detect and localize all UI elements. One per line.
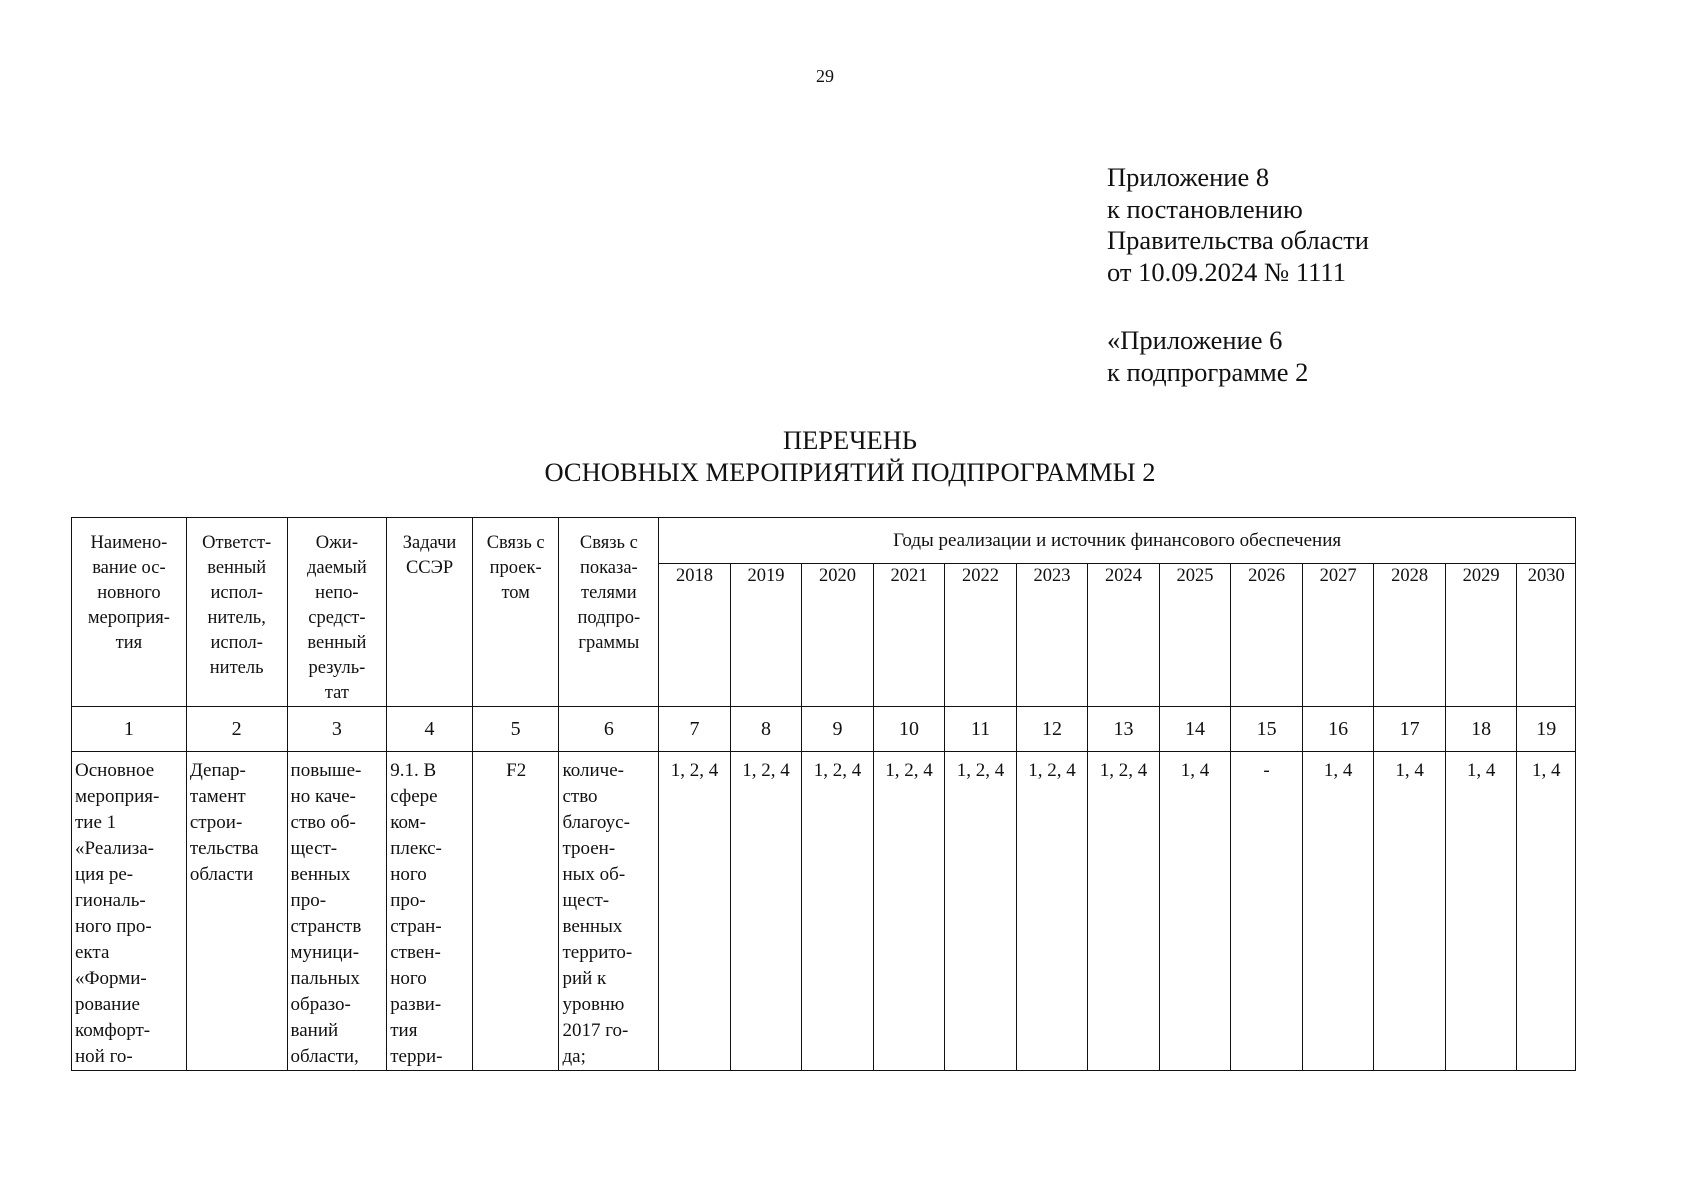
cell-year-value: 1, 2, 4 [873, 752, 945, 1071]
header-year: 2026 [1231, 564, 1303, 707]
header-year: 2023 [1016, 564, 1088, 707]
previous-appendix-line: «Приложение 6 [1107, 325, 1283, 355]
header-year: 2018 [659, 564, 731, 707]
header-col5 [472, 518, 559, 707]
header-col1 [72, 518, 187, 707]
cell-year-value: 1, 4 [1374, 752, 1446, 1071]
measures-table [71, 517, 1576, 1071]
column-number: 12 [1016, 707, 1088, 752]
cell-expected-result [287, 752, 387, 1071]
header-col4 [387, 518, 473, 707]
column-number: 3 [287, 707, 387, 752]
measure-name-text: Основное мероприя- тие 1 «Реализа- ция ре- гиональ- ного про- екта «Форми- рование комфорт- ной го- [75, 760, 160, 1067]
document-title [0, 425, 1697, 488]
column-number: 10 [873, 707, 945, 752]
header-col4-text: Задачи ССЭР [402, 533, 457, 578]
header-col5-text: Связь с проек- том [486, 533, 545, 603]
indicators-text: количе- ство благоус- троен- ных об- щест- венных террито- рий к уровню 2017 го- да; [562, 760, 633, 1067]
appendix-line: Приложение 8 [1107, 162, 1270, 192]
table-row [72, 752, 1576, 1071]
previous-appendix-line: к подпрограмме 2 [1107, 356, 1309, 387]
column-number: 6 [559, 707, 659, 752]
cell-year-value: 1, 2, 4 [1088, 752, 1160, 1071]
column-number-row [72, 707, 1576, 752]
column-number: 17 [1374, 707, 1446, 752]
column-number: 19 [1517, 707, 1576, 752]
cell-year-value: 1, 2, 4 [802, 752, 874, 1071]
cell-measure-name [72, 752, 187, 1071]
column-number: 16 [1302, 707, 1374, 752]
header-col6-text: Связь с показа- телями подпро- граммы [577, 533, 641, 653]
header-year: 2030 [1517, 564, 1576, 707]
expected-result-text: повыше- но каче- ство об- щест- венных про- странств муници- пальных образо- ваний области, [290, 760, 362, 1067]
title-line-2: ОСНОВНЫХ МЕРОПРИЯТИЙ ПОДПРОГРАММЫ 2 [544, 456, 1156, 487]
column-number: 8 [730, 707, 802, 752]
cell-year-value: - [1231, 752, 1303, 1071]
column-number: 1 [72, 707, 187, 752]
appendix-line: Правительства области [1107, 225, 1369, 255]
cell-executor [186, 752, 287, 1071]
column-number: 18 [1445, 707, 1517, 752]
header-year: 2020 [802, 564, 874, 707]
executor-text: Депар- тамент строи- тельства области [189, 760, 259, 885]
header-years-group [659, 518, 1576, 564]
column-number: 13 [1088, 707, 1160, 752]
header-year: 2028 [1374, 564, 1446, 707]
cell-year-value: 1, 4 [1302, 752, 1374, 1071]
column-number: 14 [1159, 707, 1231, 752]
column-number: 4 [387, 707, 473, 752]
header-col3-text: Ожи- даемый непо- средст- венный резуль- тат [306, 533, 367, 703]
appendix-line: от 10.09.2024 № 1111 [1107, 256, 1346, 287]
header-year: 2019 [730, 564, 802, 707]
cell-year-value: 1, 2, 4 [945, 752, 1017, 1071]
years-group-label: Годы реализации и источник финансового обеспечения [893, 529, 1342, 551]
cell-year-value: 1, 2, 4 [659, 752, 731, 1071]
cell-project [472, 752, 559, 1071]
appendix-line: к постановлению [1107, 193, 1303, 224]
page-number: 29 [816, 66, 834, 86]
header-year: 2022 [945, 564, 1017, 707]
header-col2-text: Ответст- венный испол- нитель, испол- нитель [202, 533, 272, 678]
column-number: 15 [1231, 707, 1303, 752]
header-col3 [287, 518, 387, 707]
header-year: 2025 [1159, 564, 1231, 707]
title-line-1: ПЕРЕЧЕНЬ [782, 425, 917, 455]
header-col1-text: Наимено- вание ос- новного мероприя- тия [87, 533, 170, 653]
column-number: 11 [945, 707, 1017, 752]
column-number: 7 [659, 707, 731, 752]
header-year: 2024 [1088, 564, 1160, 707]
cell-year-value: 1, 2, 4 [730, 752, 802, 1071]
header-col2 [186, 518, 287, 707]
appendix-block [1107, 162, 1369, 288]
task-text: 9.1. В сфере ком- плекс- ного про- стран- ствен- ного разви- тия терри- [390, 760, 443, 1067]
header-year: 2029 [1445, 564, 1517, 707]
header-col6 [559, 518, 659, 707]
cell-year-value: 1, 2, 4 [1016, 752, 1088, 1071]
header-year: 2027 [1302, 564, 1374, 707]
column-number: 5 [472, 707, 559, 752]
cell-indicators [559, 752, 659, 1071]
previous-appendix-block [1107, 325, 1308, 388]
cell-year-value: 1, 4 [1159, 752, 1231, 1071]
project-text: F2 [506, 760, 527, 781]
header-year: 2021 [873, 564, 945, 707]
column-number: 9 [802, 707, 874, 752]
cell-year-value: 1, 4 [1517, 752, 1576, 1071]
column-number: 2 [186, 707, 287, 752]
cell-year-value: 1, 4 [1445, 752, 1517, 1071]
cell-task [387, 752, 473, 1071]
